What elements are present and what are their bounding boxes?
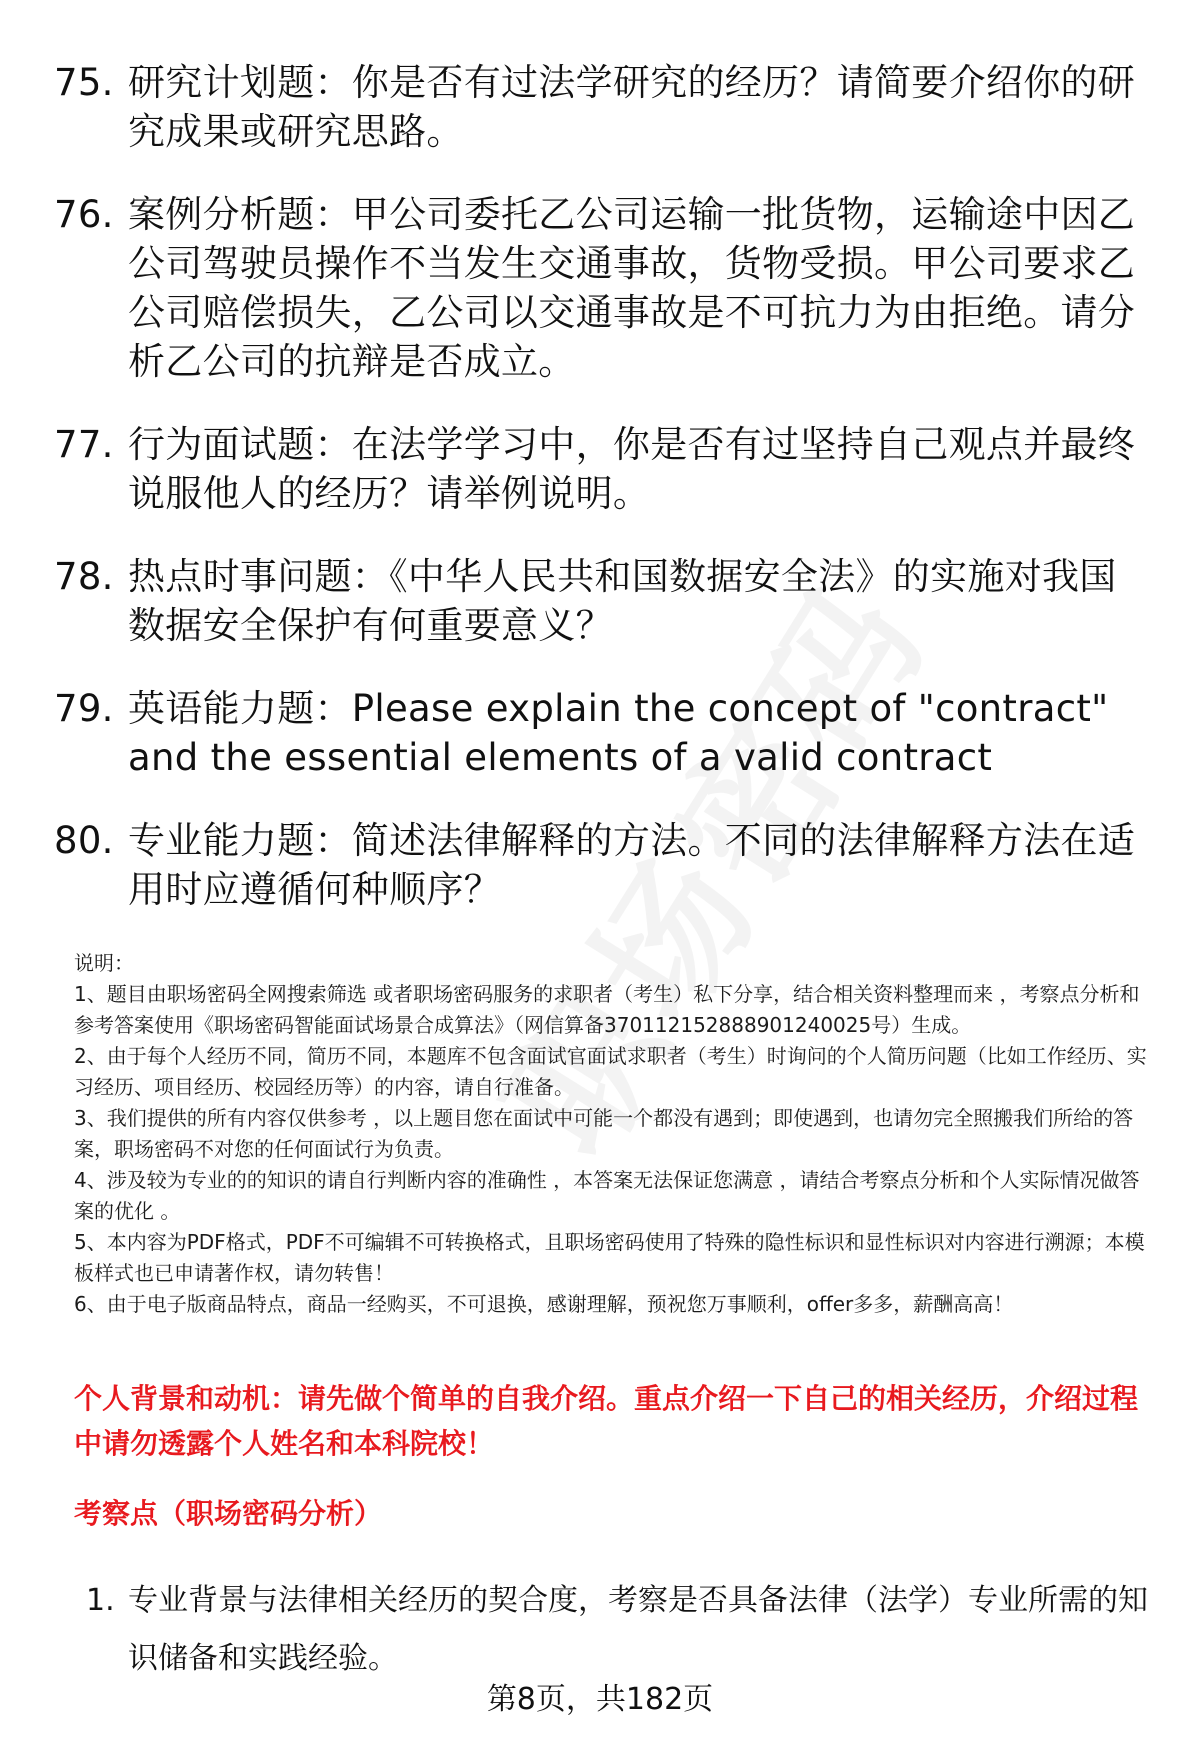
question-item bbox=[54, 420, 1144, 518]
question-item bbox=[54, 684, 1144, 782]
point-text: 专业背景与法律相关经历的契合度，考察是否具备法律（法学）专业所需的知识储备和实践经验。 bbox=[128, 1583, 1148, 1676]
notes-block bbox=[74, 948, 1154, 1320]
question-item bbox=[54, 816, 1144, 914]
question-number: 75. bbox=[54, 61, 114, 104]
section-heading: 考察点（职场密码分析） bbox=[74, 1497, 383, 1530]
question-number: 78. bbox=[54, 555, 114, 598]
question-text: 专业能力题：简述法律解释的方法。不同的法律解释方法在适用时应遵循何种顺序？ bbox=[128, 819, 1136, 911]
question-item bbox=[54, 58, 1144, 156]
question-list bbox=[54, 58, 1144, 948]
page-footer: 第8页，共182页 bbox=[486, 1682, 714, 1717]
notes-title: 说明： bbox=[74, 951, 134, 975]
note-item: 6、由于电子版商品特点，商品一经购买，不可退换，感谢理解，预祝您万事顺利，offer多多，薪酬高高！ bbox=[74, 1292, 1014, 1316]
question-text: 案例分析题：甲公司委托乙公司运输一批货物，运输途中因乙公司驾驶员操作不当发生交通事故，货物受损。甲公司要求乙公司赔偿损失，乙公司以交通事故是不可抗力为由拒绝。请分析乙公司的抗辩是否成立。 bbox=[128, 193, 1136, 383]
question-number: 76. bbox=[54, 193, 114, 236]
question-text: 热点时事问题：《中华人民共和国数据安全法》的实施对我国数据安全保护有何重要意义？ bbox=[128, 555, 1117, 647]
note-item: 3、我们提供的所有内容仅供参考 ，以上题目您在面试中可能一个都没有遇到；即使遇到，也请勿完全照搬我们所给的答案，职场密码不对您的任何面试行为负责。 bbox=[74, 1106, 1134, 1161]
note-item: 4、涉及较为专业的的知识的请自行判断内容的准确性 ，本答案无法保证您满意 ，请结合考察点分析和个人实际情况做答案的优化 。 bbox=[74, 1168, 1140, 1223]
point-number: 1. bbox=[86, 1583, 115, 1618]
note-item: 2、由于每个人经历不同，简历不同，本题库不包含面试官面试求职者（考生）时询问的个人简历问题（比如工作经历、实习经历、项目经历、校园经历等）的内容，请自行准备。 bbox=[74, 1044, 1147, 1099]
analysis-point bbox=[86, 1572, 1154, 1688]
question-text: 研究计划题：你是否有过法学研究的经历？请简要介绍你的研究成果或研究思路。 bbox=[128, 61, 1136, 153]
question-number: 79. bbox=[54, 687, 114, 730]
note-item: 1、题目由职场密码全网搜索筛选 或者职场密码服务的求职者（考生）私下分享，结合相关资料整理而来 ，考察点分析和参考答案使用《职场密码智能面试场景合成算法》（网信算备370112152888901240025号）生成。 bbox=[74, 982, 1140, 1037]
section-question: 个人背景和动机：请先做个简单的自我介绍。重点介绍一下自己的相关经历，介绍过程中请勿透露个人姓名和本科院校！ bbox=[74, 1382, 1139, 1460]
question-item bbox=[54, 552, 1144, 650]
question-text: 行为面试题：在法学学习中，你是否有过坚持自己观点并最终说服他人的经历？请举例说明。 bbox=[128, 423, 1136, 515]
question-text: 英语能力题：Please explain the concept of "contract" and the essential elements of a valid contract bbox=[128, 687, 1109, 779]
question-item bbox=[54, 190, 1144, 386]
question-number: 77. bbox=[54, 423, 114, 466]
note-item: 5、本内容为PDF格式，PDF不可编辑不可转换格式，且职场密码使用了特殊的隐性标识和显性标识对内容进行溯源；本模板样式也已申请著作权，请勿转售！ bbox=[74, 1230, 1145, 1285]
question-number: 80. bbox=[54, 819, 114, 862]
